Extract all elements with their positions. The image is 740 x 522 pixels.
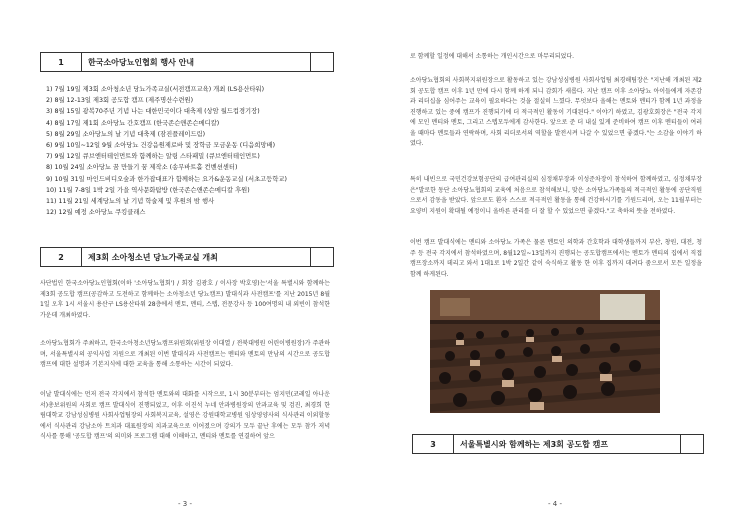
section-2-number: 2 (41, 248, 82, 266)
event-item: 10) 11월 7-8일 1박 2일 가을 역사문화탐방 (한국존슨앤존슨메디칼 후원) (46, 186, 250, 194)
paragraph: 로 함께할 일정에 대해서 소통하는 개인시간으로 마무리되었다. (410, 53, 575, 60)
page-number: - 4 - (548, 500, 562, 508)
paragraph: 이날 발대식에는 먼저 전국 각지에서 참석한 멘토와의 대화를 시작으로, 1시 30분부터는 엄지민(코레일 아나운서)총보위원의 사회로 캠프 발대식이 진행되었고, 이후 이진석 누네 안과병원장의 안과교육 및 검진, 최경희 한림대학교 강남성심병원 사회사업팀장의 사회복지교육, 설영은 강원대학교병원 임상영양사의 식사관리 이외할동에서 식사관리 강남소아 트치과 대표원장의 치과교육으로 이어졌으며 강의가 모두 끝난 후에는 모두 참가 저녁식사를 통해 '공도합 캠프'의 의미와 프로그램 대해 이해하고, 멘티와 멘토를 연결하여 앞으 (40, 391, 330, 440)
paragraph: 소아당뇨협회의 사회복지위원장으로 활동하고 있는 강남성심병원 사회사업팀 최경해팀장은 "지난해 개최된 제2회 공도합 캠프 이후 1년 만에 다시 함께 하게 되니 감회가 새롭다. 지난 캠프 이후 소아당뇨 아이들에게 자존감과 리더십을 심어주는 교육이 필요하다는 것을 절실히 느꼈다. 무엇보다 올해는 멘토와 멘티가 함께 1년 과정을 진행하고 있는 중에 캠프가 진행되기에 더 적극적인 활동이 기대된다." 이야기 하였고, 김광호회장은 "전국 각지에 모인 멘티와 멘토, 그리고 스텝모두에게 감사한다. 앞으로 준 더 내실 있게 준비하여 캠프 이후 멘티들이 여러울 때마다 멘토들과 연락하며, 사회 리더로서의 역할을 발전시켜 나갈 수 있었으면 좋겠다."는 소감을 이야기 하였다. (410, 77, 702, 147)
section-2-title: 제3회 소아청소년 당뇨가족교실 개최 (88, 252, 218, 262)
event-item: 7) 9월 12일 큐브엔터테인먼트와 함께하는 알링 스타패밀 (큐브엔터테인먼트) (46, 153, 260, 161)
paragraph: 특히 내빈으로 국민건강보험공단의 급여관리실의 심정채부장과 이성준차장이 참석하여 함께하였고, 심정채부장은"발로한 동단 소아당뇨협회의 교육에 처음으로 참석해보니, 맞은 소아당뇨가족들의 적극적인 활동에 공단직원으로서 감동을 받았다. 앞으로도 환자 스스로 적극적인 활동을 통해 건강하시기를 기원드리며, 오는 11월부터는 요양비 지원이 확대될 예정이니 올바른 관리를 더 잘 할 수 있었으면 좋겠다."고 축하의 뜻을 전하였다. (410, 176, 702, 215)
event-item: 9) 10월 31일 마인드비디오숲과 한가잡대표가 함께하는 요가&운동교실 (서초고등학교) (46, 175, 287, 183)
event-item: 2) 8월 12-13일 제3회 공도합 캠프 (제주명산수련원) (46, 97, 194, 105)
event-item: 8) 10월 24일 소아당뇨 꿈 만들기 꿈 제작소 (송무바트홀 컨벤션센터) (46, 164, 238, 172)
paragraph: 사단법인 한국소아당뇨인협회(이하 '소아당뇨협회') / 회장 김광호 / 이사장 박호영)는'서울 특별시와 함께하는 제3회 공도합 캠프(공감하고 도전하고 함께하는 소아청소년 당뇨캠프) 발대식과 사전캠프'를 지난 2015년 8월 1일 오후 1시 서울시 용산구 LS용산타워 28층에서 멘토, 멘티, 스텝, 전문강사 등 100여명의 내 외빈이 참석한 가운데 개최하였다. (40, 280, 330, 319)
event-item: 1) 7월 19일 제3회 소아청소년 당뇨가족교실(서전캠프교육) 개최 (LS용산타워) (46, 86, 265, 93)
section-3-number: 3 (413, 435, 454, 453)
page-4 (370, 0, 740, 522)
event-item: 3) 8월 15일 광복70주년 기념 나는 대한민국이다 대축제 (상암 월드컵경기장) (46, 108, 260, 116)
section-1-title: 한국소아당뇨인협회 행사 안내 (88, 57, 195, 67)
event-item: 5) 8월 29일 소아당뇨의 날 기념 대축제 (잠진플레이드림) (46, 130, 206, 138)
event-list (46, 84, 346, 218)
section-1-number: 1 (41, 53, 82, 71)
event-item: 11) 11월 21일 세계당뇨의 날 기념 학술제 및 후원의 밤 행사 (46, 198, 215, 206)
section-3-header (412, 434, 704, 454)
section-2-header (40, 247, 334, 267)
event-item: 6) 9월 10일~12일 9월 소아당뇨 건강음원제로바 및 장학금 모금운동 (디음희망배) (46, 142, 276, 150)
paragraph: 이번 캠프 발대식에는 멘티와 소아당뇨 가족은 물론 멘토인 의학과 간호학과 대학생들까지 부산, 창원, 대전, 청주 등 전국 각지에서 참석하였으며, 8월12일~13일까지 진행되는 공도합캠프에서는 멘토가 멘티의 집에서 직접 캠프장소까지 데리고 와서 1대1로 1박 2일간 같이 숙식하고 활동 한 이후 집까지 데려다 줌으로서 모든 일정을 함께 하게된다. (410, 239, 702, 278)
page-number: - 3 - (178, 500, 192, 508)
section-3-title: 서울특별시와 함께하는 제3회 공도합 캠프 (460, 439, 609, 449)
seminar-photo (430, 290, 660, 413)
event-item: 12) 12월 예정 소아당뇨 쿠킹클래스 (46, 209, 146, 217)
paragraph: 소아당뇨협회가 주최하고, 한국소아청소년당뇨캠프위원회(위원장 이대열 / 전북대병원 어린이병원장)가 주관하며, 서울특별시의 공익사업 지원으로 개최된 이번 발대식과 사전캠프는 멘티와 멘토의 만남의 시간으로 공도합캠프에 대한 설명과 기본지식에 대한 교육을 통해 소통하는 시간이 되었다. (40, 340, 330, 368)
event-item: 4) 8월 17일 제1회 소아당뇨 간호캠프 (한국존슨앤존슨메디칼) (46, 119, 220, 127)
section-1-header (40, 52, 334, 72)
